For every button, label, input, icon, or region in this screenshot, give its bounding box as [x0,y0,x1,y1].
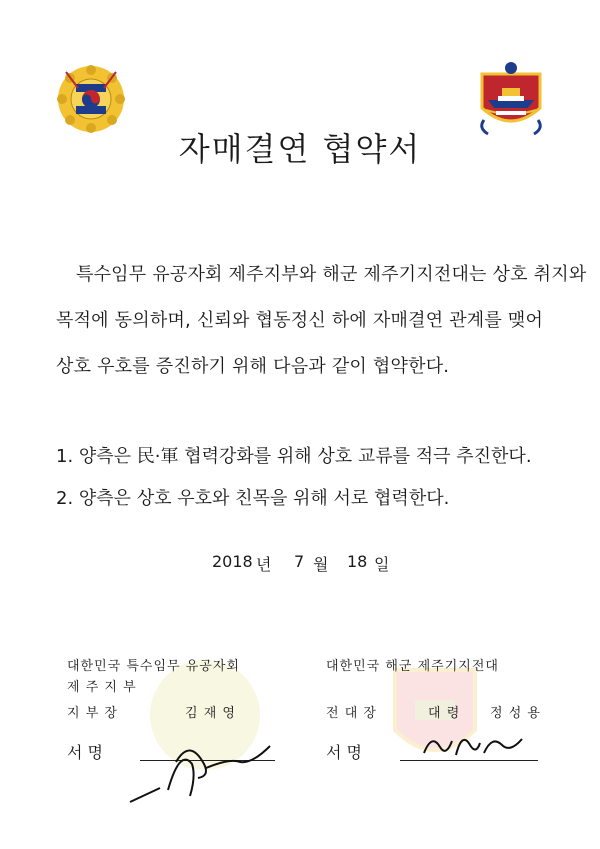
left-sign-label: 서 명 [67,743,103,762]
right-rank: 대 령 [428,706,461,721]
body-paragraph-line-1: 특수임무 유공자회 제주지부와 해군 제주기지전대는 상호 취지와 [76,264,587,285]
body-paragraph-line-3: 상호 우호를 증진하기 위해 다음과 같이 협약한다. [56,356,450,377]
date-day: 18 [347,552,368,571]
agreement-item-2: 2. 양측은 상호 우호와 친목을 위해 서로 협력한다. [56,488,450,509]
date-year-unit: 년 [256,555,272,574]
date-month: 7 [294,552,305,571]
left-organization: 대한민국 특수임무 유공자회 [67,659,240,674]
left-branch: 제 주 지 부 [67,680,137,695]
date-year: 2018 [212,552,253,571]
date-month-unit: 월 [313,555,329,574]
right-organization: 대한민국 해군 제주기지전대 [326,659,499,674]
right-name: 정 성 용 [490,706,541,721]
right-handwritten-signature [418,725,528,765]
right-sign-label: 서 명 [326,743,362,762]
document-title: 자매결연 협약서 [178,130,422,168]
left-name: 김 재 영 [185,706,236,721]
left-position: 지 부 장 [67,706,118,721]
body-paragraph-line-2: 목적에 동의하며, 신뢰와 협동정신 하에 자매결연 관계를 맺어 [56,310,544,331]
right-position: 전 대 장 [326,706,377,721]
left-handwritten-signature [120,718,280,808]
agreement-item-1: 1. 양측은 民·軍 협력강화를 위해 상호 교류를 적극 추진한다. [56,446,532,467]
date-day-unit: 일 [374,555,390,574]
